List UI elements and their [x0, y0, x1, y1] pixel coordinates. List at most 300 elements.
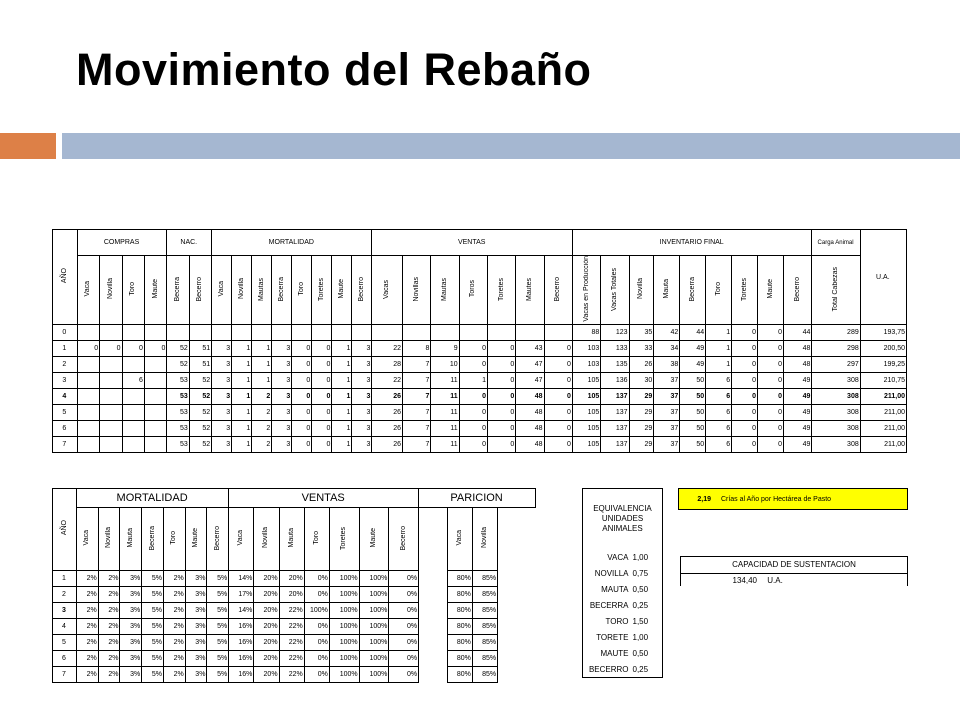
col-header-mort-3	[142, 508, 164, 571]
table-cell: 85%	[472, 603, 497, 619]
accent-bar-orange	[0, 133, 56, 159]
col-header-compras-3	[144, 256, 166, 325]
table-cell: 3	[272, 357, 292, 373]
table-cell: 26	[372, 389, 403, 405]
table-cell: 308	[812, 421, 860, 437]
table-cell	[77, 373, 99, 389]
table-cell: 37	[654, 389, 680, 405]
spacer-cell	[498, 571, 536, 587]
col-header-mort-5-label: Toretes	[317, 277, 325, 301]
table-cell: 5%	[142, 619, 164, 635]
col-header-ventas-6	[544, 256, 572, 325]
table-cell: 49	[783, 373, 811, 389]
table-cell: 0	[544, 373, 572, 389]
table-cell: 3%	[120, 635, 142, 651]
col-header-ventas-1	[254, 508, 279, 571]
table-cell: 100%	[359, 667, 389, 683]
table-cell: 308	[812, 373, 860, 389]
capacidad-box	[680, 556, 908, 586]
table-cell: 0	[758, 437, 784, 453]
col-header-compras-0-label: Vaca	[84, 281, 92, 297]
table-cell: 1	[706, 325, 732, 341]
table-cell: 20%	[254, 571, 279, 587]
table-cell: 3%	[120, 667, 142, 683]
table-cell: 80%	[447, 651, 472, 667]
table-cell: 52	[189, 437, 211, 453]
table-cell	[352, 325, 372, 341]
table-cell: 20%	[254, 619, 279, 635]
table-cell: 22	[372, 341, 403, 357]
col-header-ventas-3	[459, 256, 487, 325]
table-cell: 0%	[304, 571, 329, 587]
table-cell: 20%	[254, 603, 279, 619]
table-cell	[144, 373, 166, 389]
year-cell: 6	[53, 651, 77, 667]
year-header: AÑO	[53, 230, 78, 325]
table-cell: 199,25	[860, 357, 906, 373]
table-cell: 0	[312, 405, 332, 421]
group-header-ventas: VENTAS	[372, 230, 573, 256]
table-cell	[312, 325, 332, 341]
col-header-mort-3-label: Becerra	[148, 525, 156, 551]
col-header-ventas-0	[372, 256, 403, 325]
table-cell: 0	[732, 421, 758, 437]
table-cell: 3	[272, 373, 292, 389]
table-cell: 1	[706, 341, 732, 357]
col-header-nac-1	[189, 256, 211, 325]
group-header-ua: U.A.	[860, 230, 906, 325]
table-cell: 105	[572, 405, 600, 421]
year-cell: 1	[53, 571, 77, 587]
spacer-cell	[419, 619, 448, 635]
col-header-ventas-1	[403, 256, 431, 325]
table-cell: 103	[572, 357, 600, 373]
table-cell: 100%	[329, 619, 359, 635]
year-cell: 4	[53, 619, 77, 635]
table-cell: 0	[758, 325, 784, 341]
table-cell: 3%	[120, 603, 142, 619]
table-cell: 43	[516, 341, 544, 357]
table-cell: 3	[352, 421, 372, 437]
table-cell: 100%	[329, 571, 359, 587]
table-cell: 7	[403, 421, 431, 437]
equivalencias-table	[582, 488, 663, 678]
table-cell	[100, 421, 122, 437]
table-cell: 3	[212, 405, 232, 421]
group-header-nac: NAC.	[167, 230, 212, 256]
table-cell: 49	[783, 405, 811, 421]
table-cell: 53	[167, 405, 189, 421]
col-header-paricion-0	[447, 508, 472, 571]
table-cell: 1	[332, 437, 352, 453]
table-cell: 53	[167, 373, 189, 389]
col-header-compras-2	[122, 256, 144, 325]
equivalencia-label: TORO	[583, 613, 631, 629]
table-cell: 48	[516, 421, 544, 437]
table-cell	[100, 389, 122, 405]
table-cell: 3%	[185, 619, 207, 635]
col-header-mort-6	[332, 256, 352, 325]
table-cell: 20%	[279, 587, 304, 603]
table-cell: 52	[189, 389, 211, 405]
table-cell: 26	[372, 421, 403, 437]
table-cell: 29	[629, 405, 654, 421]
table-cell: 100%	[359, 635, 389, 651]
table-cell: 4	[53, 389, 78, 405]
table-cell: 289	[812, 325, 860, 341]
table-cell: 6	[706, 421, 732, 437]
table-cell: 100%	[329, 603, 359, 619]
col-header-ventas-0-label: Vaca	[237, 530, 245, 546]
table-cell: 2	[252, 389, 272, 405]
table-cell: 7	[53, 437, 78, 453]
col-header-mort-5-label: Maute	[192, 528, 200, 548]
table-cell: 137	[601, 405, 629, 421]
table-cell: 2	[252, 421, 272, 437]
table-cell: 3	[352, 405, 372, 421]
table-cell: 1	[332, 373, 352, 389]
table-cell: 100%	[359, 571, 389, 587]
table-cell: 0	[459, 341, 487, 357]
equivalencia-label: BECERRA	[583, 597, 631, 613]
col-header-compras-3-label: Maute	[151, 279, 159, 299]
table-cell: 2%	[163, 619, 185, 635]
table-cell: 2%	[163, 603, 185, 619]
table-cell: 48	[516, 389, 544, 405]
table-cell: 52	[167, 341, 189, 357]
table-cell: 0	[312, 357, 332, 373]
table-cell: 80%	[447, 603, 472, 619]
table-cell: 100%	[304, 603, 329, 619]
table-cell: 3	[352, 389, 372, 405]
table-cell: 3	[212, 389, 232, 405]
table-cell: 0	[459, 357, 487, 373]
table-cell: 0	[312, 421, 332, 437]
table-cell: 1	[232, 389, 252, 405]
col-header-mort-6	[207, 508, 229, 571]
table-cell: 3	[272, 341, 292, 357]
spacer-cell	[498, 619, 536, 635]
table-cell: 1	[332, 421, 352, 437]
table-cell	[144, 437, 166, 453]
table-cell: 51	[189, 341, 211, 357]
col-header-mort-2-label: Mautas	[257, 277, 265, 301]
table-cell: 0	[312, 341, 332, 357]
table-cell: 49	[783, 389, 811, 405]
table-cell: 3	[352, 357, 372, 373]
table-cell: 0	[732, 325, 758, 341]
table-cell: 10	[431, 357, 459, 373]
table-cell: 47	[516, 373, 544, 389]
col-header-mort-2	[120, 508, 142, 571]
table-cell: 85%	[472, 619, 497, 635]
table-cell: 2%	[77, 603, 99, 619]
table-cell: 298	[812, 341, 860, 357]
table-cell: 0	[487, 341, 515, 357]
table-cell: 0%	[304, 635, 329, 651]
equivalencia-label: MAUTE	[583, 645, 631, 661]
col-header-mort-1-label: Novilla	[237, 278, 245, 300]
table-cell: 0	[732, 341, 758, 357]
equivalencia-label: MAUTA	[583, 581, 631, 597]
table-cell: 2%	[163, 587, 185, 603]
table-cell: 3%	[185, 635, 207, 651]
table-row	[53, 325, 907, 341]
table-cell: 0	[292, 437, 312, 453]
table-cell: 3%	[185, 651, 207, 667]
table-row	[53, 571, 536, 587]
table-cell: 50	[680, 373, 706, 389]
table-cell: 3%	[120, 619, 142, 635]
table-cell: 7	[403, 373, 431, 389]
table-cell	[459, 325, 487, 341]
table-cell: 3	[212, 373, 232, 389]
table-cell: 22%	[279, 651, 304, 667]
table-cell: 88	[572, 325, 600, 341]
table-cell: 0	[544, 405, 572, 421]
col-header-mort-0	[77, 508, 99, 571]
table-cell: 85%	[472, 651, 497, 667]
table-cell: 85%	[472, 667, 497, 683]
col-header-inv-7	[758, 256, 784, 325]
table-cell: 49	[680, 341, 706, 357]
table-cell: 0	[312, 437, 332, 453]
table-cell: 0	[312, 389, 332, 405]
table-cell: 1	[332, 341, 352, 357]
col-header-ventas-0-label: Vacas	[383, 279, 391, 299]
table-cell	[122, 437, 144, 453]
table-cell: 26	[372, 405, 403, 421]
col-header-ventas-6-label: Becerro	[399, 525, 407, 551]
table-cell: 35	[629, 325, 654, 341]
table-cell: 0	[292, 389, 312, 405]
group-header-carga: Carga Animal	[812, 230, 860, 256]
table-cell: 2%	[98, 635, 120, 651]
table-cell: 9	[431, 341, 459, 357]
spacer-cell	[419, 571, 448, 587]
crias-label: Crías al Año por Hectárea de Pasto	[720, 496, 832, 503]
table-cell	[122, 325, 144, 341]
table-cell: 48	[516, 405, 544, 421]
table-cell: 3	[212, 437, 232, 453]
table-cell: 80%	[447, 619, 472, 635]
table-cell: 38	[654, 357, 680, 373]
table-cell: 53	[167, 421, 189, 437]
table-cell: 20%	[254, 635, 279, 651]
col-header-ventas-4-label: Toretes	[340, 526, 348, 550]
table-cell	[100, 325, 122, 341]
table-cell	[212, 325, 232, 341]
table-cell: 7	[403, 357, 431, 373]
table-cell: 0	[487, 373, 515, 389]
col-header-ventas-4	[487, 256, 515, 325]
table-cell: 22%	[279, 603, 304, 619]
group-header-mortalidad: MORTALIDAD	[212, 230, 372, 256]
table-cell: 47	[516, 357, 544, 373]
table-cell: 49	[680, 357, 706, 373]
table-cell: 7	[403, 389, 431, 405]
col-header-nac-0	[167, 256, 189, 325]
table-cell: 53	[167, 437, 189, 453]
table-cell: 0	[732, 405, 758, 421]
table-cell: 11	[431, 405, 459, 421]
table-cell: 50	[680, 389, 706, 405]
table-cell: 2%	[163, 667, 185, 683]
col-header-compras-2-label: Toro	[129, 282, 137, 296]
table-cell	[292, 325, 312, 341]
table-cell: 0%	[304, 651, 329, 667]
table-cell: 100%	[359, 651, 389, 667]
table-cell: 6	[122, 373, 144, 389]
table-cell: 3%	[185, 571, 207, 587]
col-header-inv-0	[572, 256, 600, 325]
table-cell	[122, 421, 144, 437]
table-cell	[122, 357, 144, 373]
spacer-cell	[498, 635, 536, 651]
table-cell: 0	[292, 357, 312, 373]
table-cell: 2%	[98, 619, 120, 635]
table-cell: 0%	[389, 603, 419, 619]
table-cell: 5%	[207, 587, 229, 603]
col-header-mort-4-label: Toro	[297, 282, 305, 296]
table-cell: 80%	[447, 571, 472, 587]
table-cell: 29	[629, 389, 654, 405]
equivalencia-value: 0,25	[631, 597, 663, 613]
table-cell: 211,00	[860, 437, 906, 453]
crias-value: 2,19	[697, 496, 711, 503]
table-cell: 22%	[279, 635, 304, 651]
table-cell: 20%	[254, 651, 279, 667]
col-header-mort-5	[185, 508, 207, 571]
col-header-mort-4-label: Toro	[170, 531, 178, 545]
table-cell: 0	[758, 389, 784, 405]
table-cell: 100%	[329, 635, 359, 651]
year-header: AÑO	[53, 489, 77, 571]
table-cell: 0%	[389, 651, 419, 667]
table-cell: 3	[352, 373, 372, 389]
table-cell: 0%	[389, 619, 419, 635]
table-cell: 2	[53, 357, 78, 373]
table-cell: 37	[654, 421, 680, 437]
table-cell: 0	[487, 389, 515, 405]
table-cell: 0	[144, 341, 166, 357]
table-cell: 100%	[329, 667, 359, 683]
accent-bar-blue	[62, 133, 960, 159]
capacidad-value: 134,40	[732, 576, 757, 585]
table-row	[53, 373, 907, 389]
table-cell: 26	[629, 357, 654, 373]
table-cell	[272, 325, 292, 341]
table-cell: 2	[252, 437, 272, 453]
table-cell: 1	[232, 437, 252, 453]
col-header-inv-3-label: Mauta	[662, 279, 670, 299]
col-header-ventas-5	[359, 508, 389, 571]
table-cell: 0	[487, 421, 515, 437]
table-cell: 1	[232, 421, 252, 437]
table-cell: 16%	[229, 619, 254, 635]
table-cell: 48	[783, 341, 811, 357]
col-header-paricion-0-label: Vaca	[455, 530, 463, 546]
table-cell: 5%	[142, 651, 164, 667]
table-cell: 37	[654, 405, 680, 421]
table-cell: 5%	[142, 635, 164, 651]
table-cell: 3	[272, 405, 292, 421]
col-header-inv-6-label: Toretes	[740, 277, 748, 301]
table-cell: 53	[167, 389, 189, 405]
table-cell: 105	[572, 373, 600, 389]
col-header-ventas-3-label: Toros	[469, 280, 477, 298]
table-cell: 2%	[163, 571, 185, 587]
capacidad-unit: U.A.	[767, 576, 783, 585]
table-cell: 3	[212, 341, 232, 357]
group-header-ventas: VENTAS	[229, 489, 419, 508]
table-row	[53, 635, 536, 651]
table-cell: 44	[680, 325, 706, 341]
table-row	[53, 603, 536, 619]
spacer-cell	[419, 651, 448, 667]
table-cell	[77, 357, 99, 373]
table-cell: 0	[77, 341, 99, 357]
table-cell: 1	[459, 373, 487, 389]
table-cell: 0	[487, 405, 515, 421]
table-cell: 2%	[98, 571, 120, 587]
table-cell: 52	[189, 405, 211, 421]
col-header-ventas-1-label: Novillas	[412, 276, 420, 302]
table-cell: 0	[100, 341, 122, 357]
equivalencia-row	[583, 613, 663, 629]
table-cell: 3	[272, 421, 292, 437]
col-header-mort-4	[292, 256, 312, 325]
table-cell: 3%	[185, 667, 207, 683]
table-cell: 5%	[142, 603, 164, 619]
col-header-inv-4-label: Becerra	[688, 276, 696, 302]
table-cell: 100%	[329, 587, 359, 603]
col-header-total-cabezas	[812, 256, 860, 325]
table-row	[53, 389, 907, 405]
table-cell: 0	[544, 341, 572, 357]
table-cell: 14%	[229, 603, 254, 619]
table-cell: 14%	[229, 571, 254, 587]
col-header-inv-2-label: Novilla	[637, 278, 645, 300]
table-cell: 7	[403, 437, 431, 453]
equivalencia-value: 0,25	[631, 661, 663, 678]
table-cell: 2	[252, 405, 272, 421]
col-header-ventas-4-label: Toretes	[497, 277, 505, 301]
table-cell: 100%	[329, 651, 359, 667]
table-cell: 3	[272, 389, 292, 405]
col-header-mort-6-label: Becerro	[213, 525, 221, 551]
capacidad-header: CAPACIDAD DE SUSTENTACION	[681, 557, 907, 574]
table-cell: 0	[732, 437, 758, 453]
col-header-inv-6	[732, 256, 758, 325]
table-cell: 80%	[447, 667, 472, 683]
table-cell: 3%	[120, 587, 142, 603]
col-header-inv-7-label: Maute	[766, 279, 774, 299]
table-cell: 80%	[447, 587, 472, 603]
table-cell: 29	[629, 421, 654, 437]
table-cell	[77, 421, 99, 437]
table-cell: 85%	[472, 635, 497, 651]
table-cell	[332, 325, 352, 341]
spacer-cell	[498, 667, 536, 683]
table-cell: 5%	[207, 651, 229, 667]
table-cell: 0	[758, 421, 784, 437]
table-cell: 5%	[207, 619, 229, 635]
col-header-mort-1-label: Novilla	[105, 527, 113, 549]
table-cell: 28	[372, 357, 403, 373]
equivalencia-row	[583, 565, 663, 581]
col-header-mort-1	[232, 256, 252, 325]
